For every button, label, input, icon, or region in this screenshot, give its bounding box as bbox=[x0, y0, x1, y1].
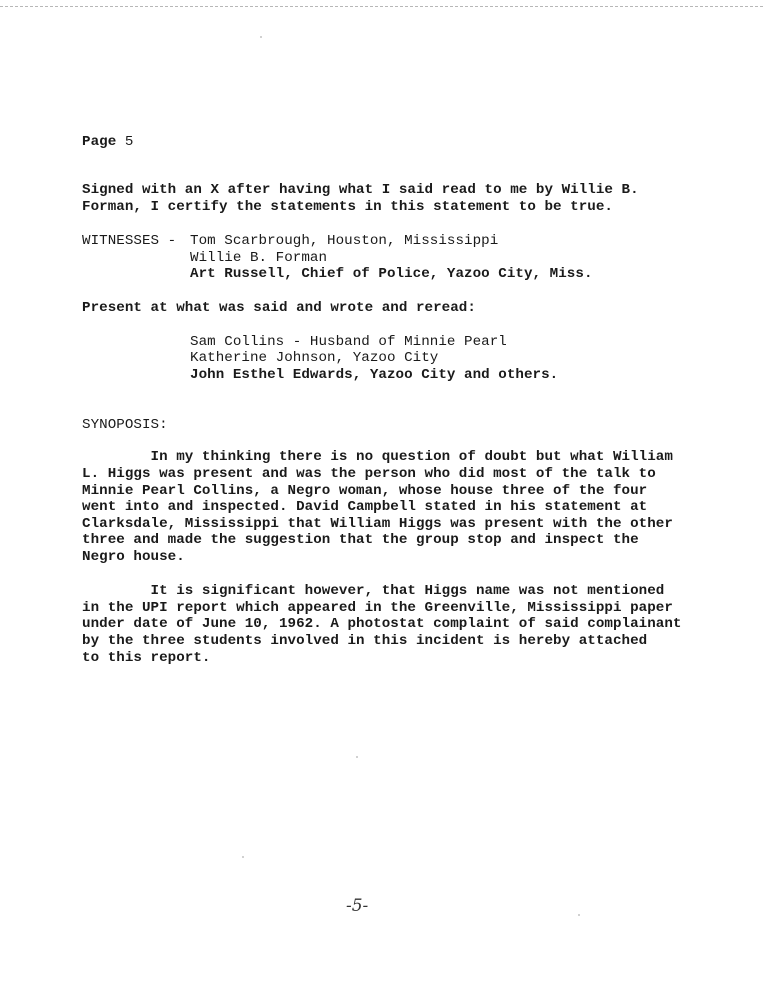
synopsis-p1-line: Clarksdale, Mississippi that William Higgs was present with the other bbox=[82, 516, 673, 532]
signature-line-2: Forman, I certify the statements in this statement to be true. bbox=[82, 199, 613, 215]
synopsis-p2-line: under date of June 10, 1962. A photostat complaint of said complainant bbox=[82, 616, 682, 632]
synopsis-p1-line: Negro house. bbox=[82, 549, 185, 565]
page-label: Page bbox=[82, 134, 117, 150]
synopsis-heading: SYNOPOSIS: bbox=[82, 417, 168, 433]
synopsis-p1-line: three and made the suggestion that the group stop and inspect the bbox=[82, 532, 639, 548]
synopsis-p2-line: in the UPI report which appeared in the Greenville, Mississippi paper bbox=[82, 600, 673, 616]
witness-entry: Art Russell, Chief of Police, Yazoo City, Miss. bbox=[190, 266, 593, 282]
scan-speck bbox=[260, 36, 262, 38]
synopsis-p2-line: It is significant however, that Higgs name was not mentioned bbox=[82, 583, 665, 599]
page-top-edge bbox=[0, 0, 763, 7]
synopsis-p1-line: In my thinking there is no question of doubt but what William bbox=[82, 449, 673, 465]
page-number: 5 bbox=[124, 134, 134, 150]
scan-speck bbox=[242, 856, 244, 858]
present-entry: Sam Collins - Husband of Minnie Pearl bbox=[190, 334, 507, 350]
synopsis-p1-line: L. Higgs was present and was the person who did most of the talk to bbox=[82, 466, 656, 482]
signature-line-1: Signed with an X after having what I said read to me by Willie B. bbox=[82, 182, 639, 198]
scan-speck bbox=[578, 914, 580, 916]
synopsis-p2-line: by the three students involved in this incident is hereby attached bbox=[82, 633, 648, 649]
scan-speck bbox=[356, 756, 358, 758]
synopsis-p1-line: Minnie Pearl Collins, a Negro woman, whose house three of the four bbox=[82, 483, 648, 499]
present-entry: Katherine Johnson, Yazoo City bbox=[190, 350, 439, 366]
synopsis-p2-line: to this report. bbox=[82, 650, 211, 666]
present-entry: John Esthel Edwards, Yazoo City and others. bbox=[190, 367, 559, 383]
synopsis-p1-line: went into and inspected. David Campbell stated in his statement at bbox=[82, 499, 648, 515]
footer-page-mark: -5- bbox=[346, 896, 369, 916]
witness-entry: Tom Scarbrough, Houston, Mississippi bbox=[190, 233, 499, 249]
witnesses-label: WITNESSES - bbox=[82, 233, 177, 249]
page-header bbox=[82, 134, 133, 151]
present-heading: Present at what was said and wrote and reread: bbox=[82, 300, 476, 316]
witness-entry: Willie B. Forman bbox=[190, 250, 328, 266]
